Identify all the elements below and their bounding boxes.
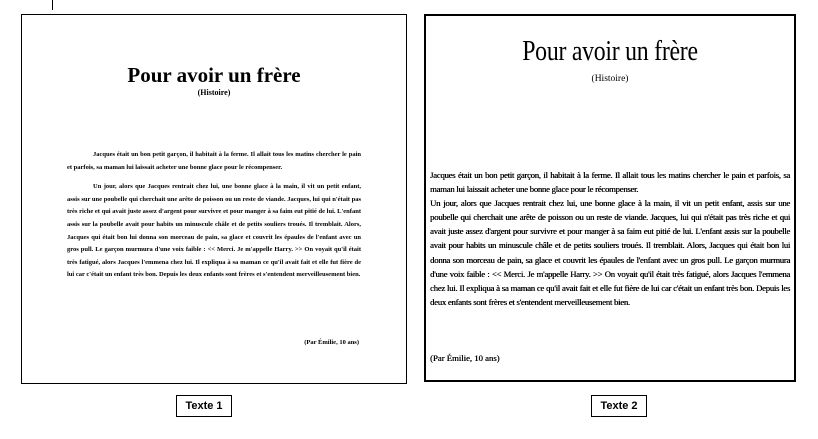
text-2-subtitle: (Histoire) [591,74,629,84]
text-2-title: Pour avoir un frère [522,35,698,67]
text-1-subtitle: (Histoire) [197,88,231,97]
text-1-paragraph: Jacques était un bon petit garçon, il habitait à la ferme. Il allait tous les matins chercher le pain et parfois, sa maman lui laissait acheter une bonne glace pour le récompenser. [67,151,361,171]
text-2-paragraph: Jacques était un bon petit garçon, il habitait à la ferme. Il allait tous les matins chercher le pain et parfois, sa maman lui laissait acheter une bonne glace pour le récompenser. [430,170,790,195]
text-1-paragraph: Un jour, alors que Jacques rentrait chez lui, une bonne glace à la main, il vit un petit enfant, assis sur une poubelle qui cherchait une arête de poisson ou un reste de viande. Jacques, lui qui n'était pas très riche et qui avait juste assez d'argent pour survivre et pour manger à sa faim eut pitié de lui. L'enfant assis sur la poubelle avait pour habits un minuscule châle et de petits souliers troués. Il tremblait. Alors, Jacques qui était bon lui donna son morceau de pain, sa glace et couvrit les épaules de l'enfant avec un gros pull. Le garçon murmura d'une voix faible : << Merci. Je m'appelle Harry. >> On voyait qu'il était très fatigué, alors Jacques l'emmena chez lui. Il expliqua à sa maman ce qu'il avait fait et elle fut fière de lui car c'était un enfant très bon. Depuis les deux enfants sont frères et s'entendent merveilleusement bien. [67,183,361,279]
caption-texte-1: Texte 1 [176,395,232,417]
text-2-panel [424,14,796,382]
text-1-panel [21,14,407,384]
text-cursor [52,0,53,10]
caption-texte-2: Texte 2 [591,395,647,417]
text-1-signature: (Par Émilie, 10 ans) [304,339,359,346]
text-1-body [67,149,361,282]
text-1-title: Pour avoir un frère [127,63,301,87]
text-2-paragraph: Un jour, alors que Jacques rentrait chez lui, une bonne glace à la main, il vit un petit enfant, assis sur une poubelle qui cherchait une arête de poisson ou un reste de viande. Jacques, lui qui n'était pas très riche et qui avait juste assez d'argent pour survivre et pour manger à sa faim eut pitié de lui. L'enfant assis sur la poubelle avait pour habits un minuscule châle et de petits souliers troués. Il tremblait. Alors, Jacques qui était bon lui donna son morceau de pain, sa glace et couvrit les épaules de l'enfant avec un gros pull. Le garçon murmura d'une voix faible : << Merci. Je m'appelle Harry. >> On voyait qu'il était très fatigué, alors Jacques l'emmena chez lui. Il expliqua à sa maman ce qu'il avait fait et elle fut fière de lui car c'était un enfant très bon. Depuis les deux enfants sont frères et s'entendent merveilleusement bien. [430,198,790,307]
text-2-body [430,168,790,309]
text-2-signature: (Par Émilie, 10 ans) [430,353,500,363]
